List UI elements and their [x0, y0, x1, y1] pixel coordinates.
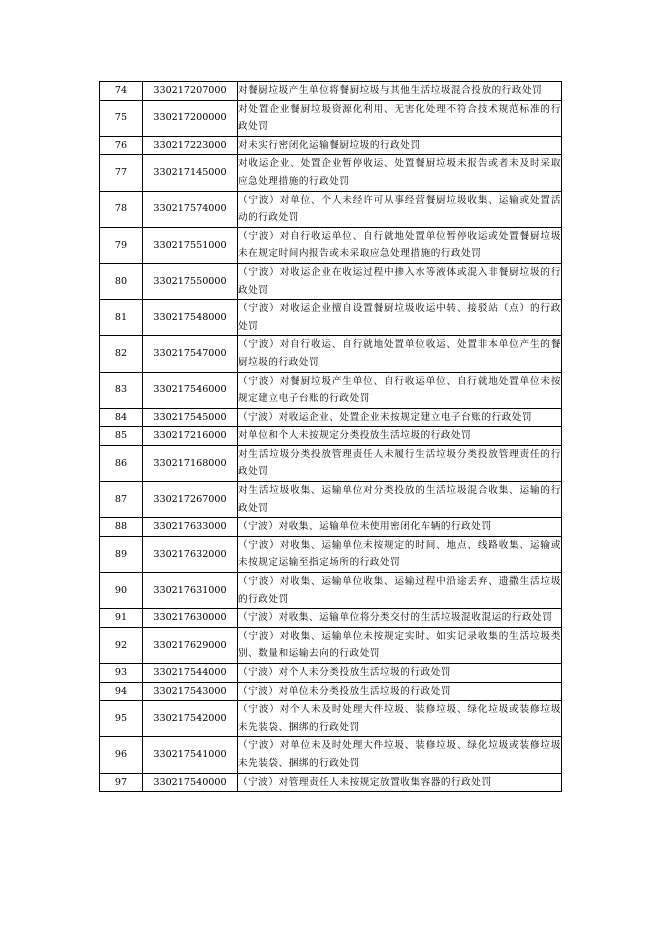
row-number-cell: 81	[100, 300, 143, 336]
row-number-cell: 88	[100, 518, 143, 537]
row-number-cell: 87	[100, 482, 143, 518]
row-number-cell: 97	[100, 773, 143, 792]
table-row	[100, 300, 562, 336]
item-code-cell: 330217267000	[143, 482, 238, 518]
item-description-cell: （宁波）对收运企业、处置企业未按规定建立电子台账的行政处罚	[238, 408, 562, 427]
item-description-cell: （宁波）对自行收运单位、自行就地处置单位暂停收运或处置餐厨垃圾未在规定时间内报告或未采取应急处理措施的行政处罚	[238, 227, 562, 263]
item-code-cell: 330217629000	[143, 627, 238, 663]
item-code-cell: 330217633000	[143, 518, 238, 537]
row-number-cell: 79	[100, 227, 143, 263]
item-description-cell: （宁波）对单位、个人未经许可从事经营餐厨垃圾收集、运输或处置活动的行政处罚	[238, 191, 562, 227]
item-code-cell: 330217541000	[143, 737, 238, 773]
table-row	[100, 573, 562, 609]
table-row	[100, 682, 562, 701]
item-code-cell: 330217542000	[143, 701, 238, 737]
table-row	[100, 701, 562, 737]
table-row	[100, 336, 562, 372]
item-description-cell: 对单位和个人未按规定分类投放生活垃圾的行政处罚	[238, 427, 562, 446]
item-code-cell: 330217546000	[143, 372, 238, 408]
row-number-cell: 74	[100, 82, 143, 101]
table-row	[100, 227, 562, 263]
item-code-cell: 330217632000	[143, 536, 238, 572]
item-description-cell: 对收运企业、处置企业暂停收运、处置餐厨垃圾未报告或者未及时采取应急处理措施的行政处罚	[238, 155, 562, 191]
item-description-cell: 对生活垃圾分类投放管理责任人未履行生活垃圾分类投放管理责任的行政处罚	[238, 445, 562, 481]
penalty-items-table	[99, 81, 562, 792]
item-code-cell: 330217574000	[143, 191, 238, 227]
item-code-cell: 330217540000	[143, 773, 238, 792]
table-row	[100, 100, 562, 136]
table-row	[100, 445, 562, 481]
row-number-cell: 92	[100, 627, 143, 663]
item-code-cell: 330217223000	[143, 136, 238, 155]
item-description-cell: 对生活垃圾收集、运输单位对分类投放的生活垃圾混合收集、运输的行政处罚	[238, 482, 562, 518]
item-description-cell: （宁波）对收集、运输单位未按规定实时、如实记录收集的生活垃圾类别、数量和运输去向的行政处罚	[238, 627, 562, 663]
item-description-cell: 对未实行密闭化运输餐厨垃圾的行政处罚	[238, 136, 562, 155]
row-number-cell: 89	[100, 536, 143, 572]
item-code-cell: 330217543000	[143, 682, 238, 701]
row-number-cell: 80	[100, 263, 143, 299]
row-number-cell: 86	[100, 445, 143, 481]
item-code-cell: 330217547000	[143, 336, 238, 372]
table-row	[100, 664, 562, 683]
table-row	[100, 191, 562, 227]
row-number-cell: 96	[100, 737, 143, 773]
item-description-cell: （宁波）对餐厨垃圾产生单位、自行收运单位、自行就地处置单位未按规定建立电子台账的行政处罚	[238, 372, 562, 408]
row-number-cell: 91	[100, 609, 143, 628]
item-description-cell: （宁波）对收集、运输单位未按规定的时间、地点、线路收集、运输或未按规定运输至指定场所的行政处罚	[238, 536, 562, 572]
item-code-cell: 330217200000	[143, 100, 238, 136]
table-row	[100, 155, 562, 191]
row-number-cell: 93	[100, 664, 143, 683]
item-code-cell: 330217551000	[143, 227, 238, 263]
item-description-cell: （宁波）对收运企业擅自设置餐厨垃圾收运中转、接驳站（点）的行政处罚	[238, 300, 562, 336]
row-number-cell: 94	[100, 682, 143, 701]
item-code-cell: 330217544000	[143, 664, 238, 683]
item-code-cell: 330217216000	[143, 427, 238, 446]
row-number-cell: 95	[100, 701, 143, 737]
item-description-cell: （宁波）对管理责任人未按规定放置收集容器的行政处罚	[238, 773, 562, 792]
table-row	[100, 609, 562, 628]
row-number-cell: 76	[100, 136, 143, 155]
row-number-cell: 78	[100, 191, 143, 227]
table-row	[100, 82, 562, 101]
item-description-cell: 对餐厨垃圾产生单位将餐厨垃圾与其他生活垃圾混合投放的行政处罚	[238, 82, 562, 101]
item-description-cell: （宁波）对个人未分类投放生活垃圾的行政处罚	[238, 664, 562, 683]
item-code-cell: 330217545000	[143, 408, 238, 427]
table-row	[100, 737, 562, 773]
table-row	[100, 136, 562, 155]
item-description-cell: （宁波）对收运企业在收运过程中掺入水等液体或混入非餐厨垃圾的行政处罚	[238, 263, 562, 299]
item-code-cell: 330217630000	[143, 609, 238, 628]
item-code-cell: 330217548000	[143, 300, 238, 336]
table-row	[100, 263, 562, 299]
item-code-cell: 330217168000	[143, 445, 238, 481]
item-description-cell: （宁波）对单位未分类投放生活垃圾的行政处罚	[238, 682, 562, 701]
table-row	[100, 372, 562, 408]
item-code-cell: 330217145000	[143, 155, 238, 191]
item-description-cell: （宁波）对单位未及时处理大件垃圾、装修垃圾、绿化垃圾或装修垃圾未先装袋、捆绑的行政处罚	[238, 737, 562, 773]
row-number-cell: 82	[100, 336, 143, 372]
item-code-cell: 330217631000	[143, 573, 238, 609]
table-row	[100, 518, 562, 537]
row-number-cell: 77	[100, 155, 143, 191]
item-code-cell: 330217550000	[143, 263, 238, 299]
table-row	[100, 482, 562, 518]
item-description-cell: （宁波）对收集、运输单位将分类交付的生活垃圾混收混运的行政处罚	[238, 609, 562, 628]
item-code-cell: 330217207000	[143, 82, 238, 101]
item-description-cell: 对处置企业餐厨垃圾资源化利用、无害化处理不符合技术规范标准的行政处罚	[238, 100, 562, 136]
table-row	[100, 408, 562, 427]
item-description-cell: （宁波）对收集、运输单位收集、运输过程中沿途丢弃、遗撒生活垃圾的行政处罚	[238, 573, 562, 609]
table-row	[100, 773, 562, 792]
item-description-cell: （宁波）对个人未及时处理大件垃圾、装修垃圾、绿化垃圾或装修垃圾未先装袋、捆绑的行政处罚	[238, 701, 562, 737]
table-row	[100, 627, 562, 663]
row-number-cell: 75	[100, 100, 143, 136]
item-description-cell: （宁波）对自行收运、自行就地处置单位收运、处置非本单位产生的餐厨垃圾的行政处罚	[238, 336, 562, 372]
row-number-cell: 84	[100, 408, 143, 427]
table-body	[100, 82, 562, 792]
item-description-cell: （宁波）对收集、运输单位未使用密闭化车辆的行政处罚	[238, 518, 562, 537]
table-row	[100, 427, 562, 446]
table-row	[100, 536, 562, 572]
row-number-cell: 83	[100, 372, 143, 408]
row-number-cell: 85	[100, 427, 143, 446]
row-number-cell: 90	[100, 573, 143, 609]
